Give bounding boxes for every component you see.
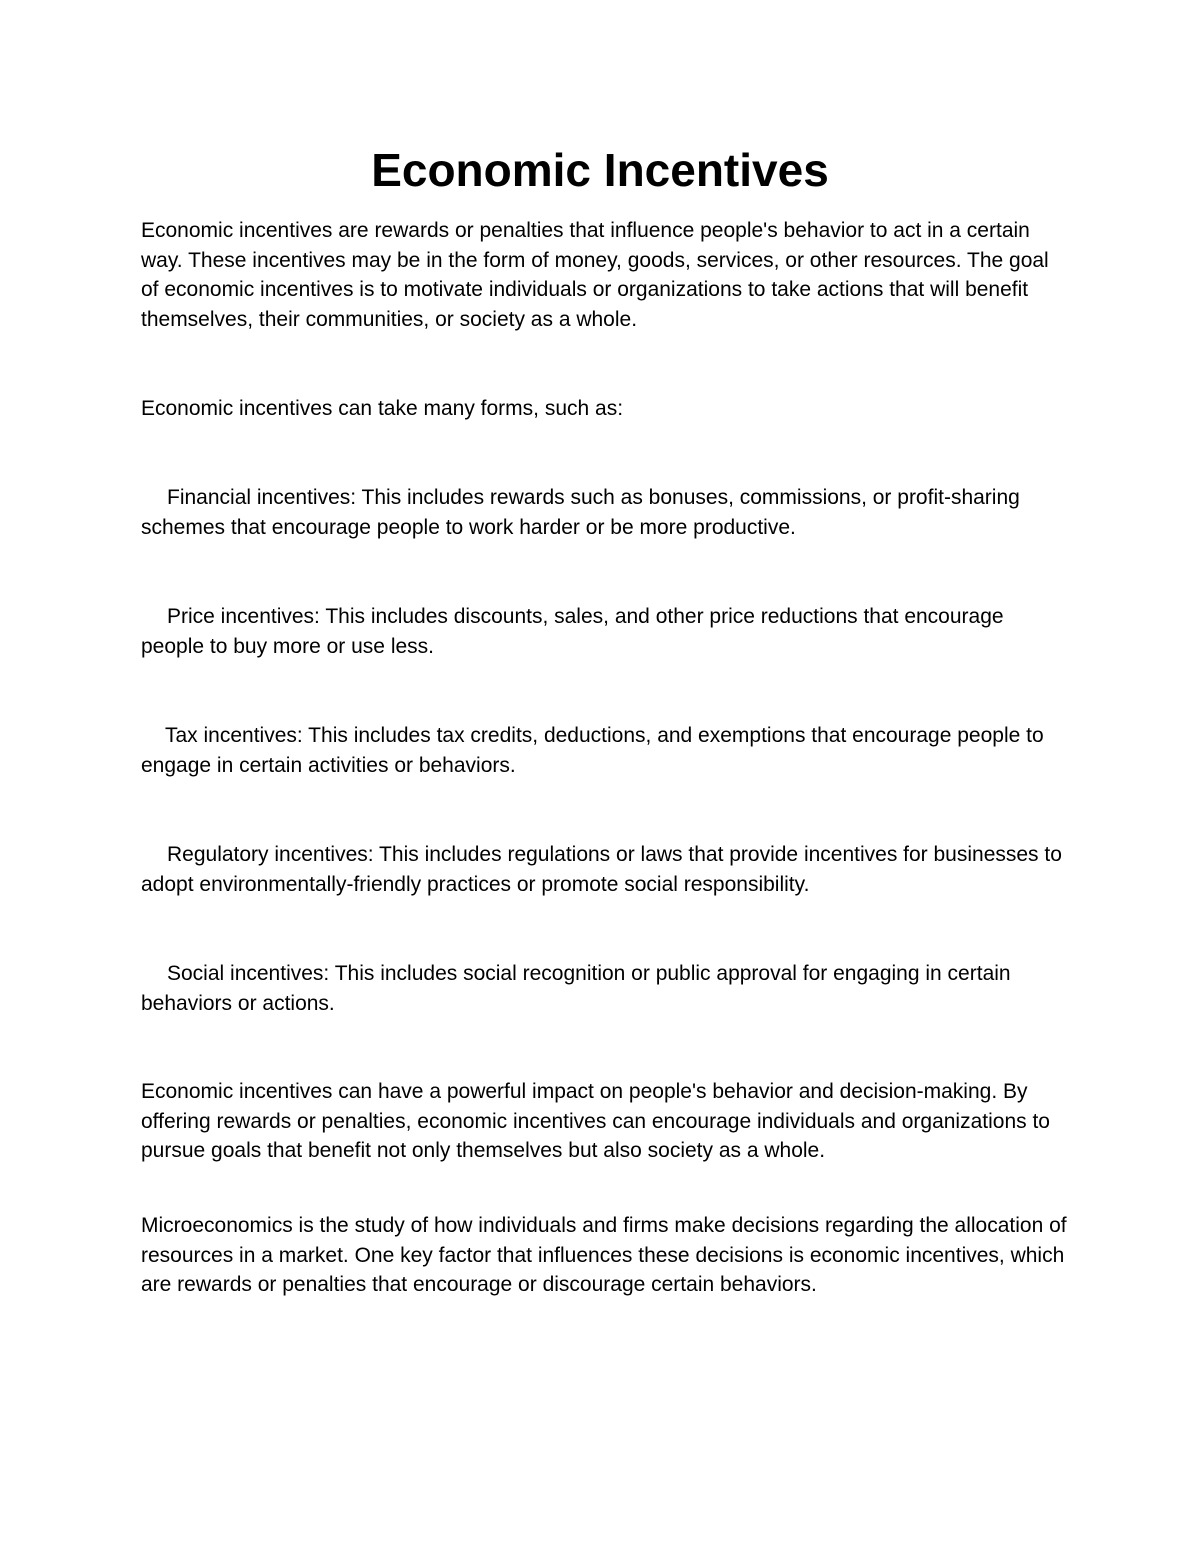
- list-item-tax-incentives: Tax incentives: This includes tax credits, deductions, and exemptions that encourage people to engage in certain activities or behaviors.: [141, 724, 1044, 777]
- document-title: Economic Incentives: [371, 144, 829, 196]
- intro-paragraph: Economic incentives are rewards or penalties that influence people's behavior to act in a certain way. These incentives may be in the form of money, goods, services, or other resources. The goal of economic incentives is to motivate individuals or organizations to take actions that will benefit themselves, their communities, or society as a whole.: [141, 219, 1049, 332]
- forms-lead-paragraph: Economic incentives can take many forms, such as:: [141, 397, 624, 420]
- list-item-price-incentives: Price incentives: This includes discounts, sales, and other price reductions that encourage people to buy more or use less.: [141, 605, 1004, 658]
- list-item-social-incentives: Social incentives: This includes social recognition or public approval for engaging in certain behaviors or actions.: [141, 962, 1011, 1015]
- impact-paragraph: Economic incentives can have a powerful impact on people's behavior and decision-making. By offering rewards or penalties, economic incentives can encourage individuals and organizations to pursue goals that benefit not only themselves but also society as a whole.: [141, 1080, 1050, 1163]
- list-item-financial-incentives: Financial incentives: This includes rewards such as bonuses, commissions, or profit-sharing schemes that encourage people to work harder or be more productive.: [141, 486, 1020, 539]
- list-item-regulatory-incentives: Regulatory incentives: This includes regulations or laws that provide incentives for businesses to adopt environmentally-friendly practices or promote social responsibility.: [141, 843, 1062, 896]
- microeconomics-paragraph: Microeconomics is the study of how individuals and firms make decisions regarding the allocation of resources in a market. One key factor that influences these decisions is economic incentives, which are rewards or penalties that encourage or discourage certain behaviors.: [141, 1214, 1067, 1297]
